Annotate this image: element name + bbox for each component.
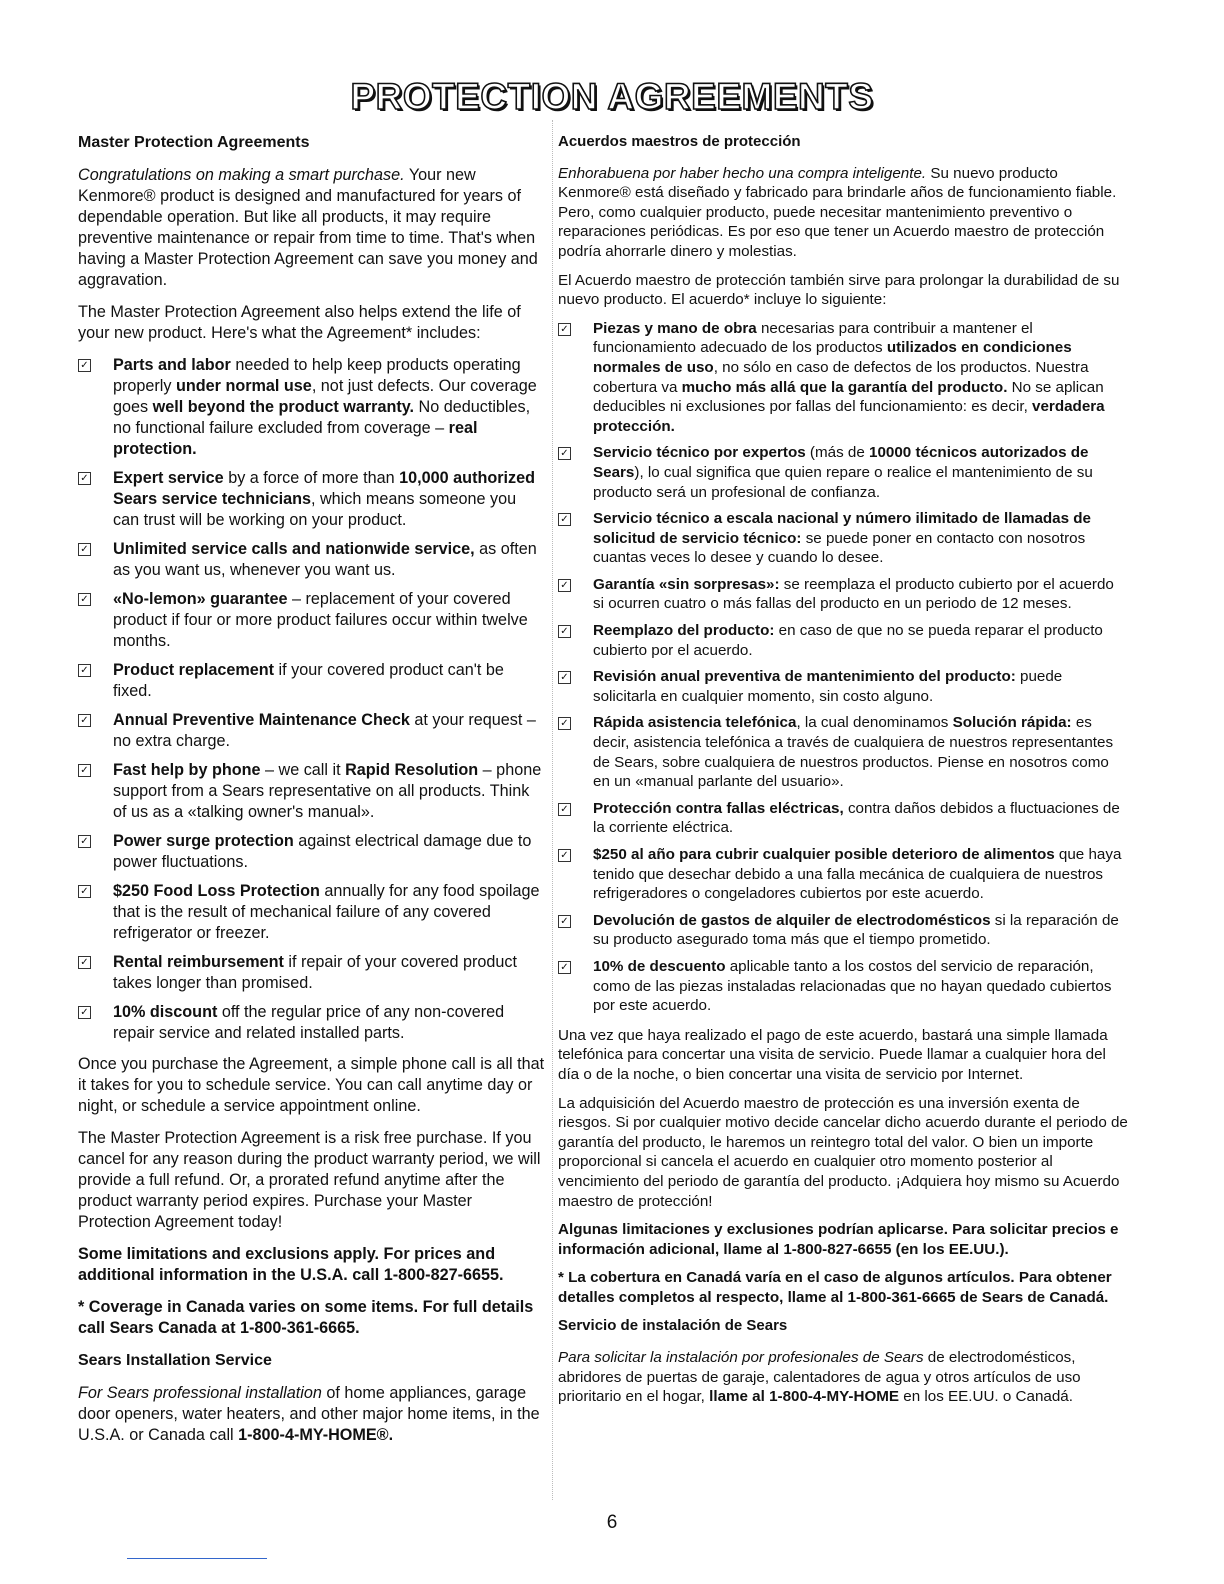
item-bold-text: 10% discount bbox=[113, 1003, 218, 1021]
list-item bbox=[558, 713, 1128, 791]
checkbox-icon: ✓ bbox=[78, 593, 91, 606]
item-bold-text: Reemplazo del producto: bbox=[593, 622, 775, 640]
list-item bbox=[78, 831, 546, 873]
item-text: contra daños debidos a fluctuaciones de la corriente eléctrica. bbox=[593, 799, 1120, 837]
item-text: annually for any food spoilage that is the result of mechanical failure of any covered refrigerator or freezer. bbox=[113, 882, 540, 942]
benefits-list bbox=[78, 355, 546, 1044]
item-bold-text: 10000 técnicos autorizados de Sears bbox=[593, 444, 1089, 481]
checkbox-icon: ✓ bbox=[78, 472, 91, 485]
list-item bbox=[558, 509, 1128, 568]
paragraph: Once you purchase the Agreement, a simple phone call is all that it takes for you to schedule service. You can call anytime day or night, or schedule a service appointment online. bbox=[78, 1055, 545, 1115]
item-text: – phone support from a Sears representative on all products. Think of us as a «talking owner's manual». bbox=[113, 761, 542, 821]
intro-text: Your new Kenmore® product is designed and manufactured for years of dependable operation. But like all products, it may require preventive maintenance or repair from time to time. That's when having a Master Protection Agreement can save you money and aggravation. bbox=[78, 166, 538, 289]
list-item bbox=[558, 799, 1128, 838]
list-item bbox=[78, 881, 546, 944]
item-bold-text: «No-lemon» guarantee bbox=[113, 590, 288, 608]
installation-paragraph bbox=[558, 1348, 1128, 1407]
checkbox-icon: ✓ bbox=[558, 579, 571, 592]
item-bold-text: $250 al año para cubrir cualquier posible deterioro de alimentos bbox=[593, 846, 1055, 863]
installation-text-end: en los EE.UU. o Canadá. bbox=[899, 1388, 1073, 1406]
item-bold-text: Protección contra fallas eléctricas, bbox=[593, 799, 844, 817]
checkbox-icon: ✓ bbox=[558, 849, 571, 862]
installation-heading: Sears Installation Service bbox=[78, 1352, 272, 1369]
list-item bbox=[558, 845, 1128, 904]
list-item bbox=[558, 443, 1128, 502]
list-item bbox=[78, 760, 546, 823]
section-heading: Master Protection Agreements bbox=[78, 134, 310, 151]
item-text: puede solicitarla en cualquier momento, sin costo alguno. bbox=[593, 668, 1063, 705]
checkbox-icon: ✓ bbox=[78, 543, 91, 556]
list-item bbox=[558, 575, 1128, 614]
item-text: – we call it bbox=[260, 761, 346, 779]
item-bold-text: under normal use bbox=[175, 377, 312, 395]
item-bold-text: 10,000 authorized Sears service technicians bbox=[113, 469, 536, 508]
item-text: if repair of your covered product takes longer than promised. bbox=[113, 953, 517, 992]
item-bold-text: Rental reimbursement bbox=[113, 953, 284, 971]
list-item bbox=[78, 355, 546, 460]
installation-paragraph bbox=[78, 1383, 546, 1446]
intro-text: Su nuevo producto Kenmore® está diseñado y fabricado para brindarle años de funcionamiento fiable. Pero, como cualquier producto, puede necesitar mantenimiento preventivo o reparaciones periódicas. Es por eso que tener un Acuerdo maestro de protección podría ahorrarle dinero y molestias. bbox=[558, 164, 1117, 260]
checkbox-icon: ✓ bbox=[78, 885, 91, 898]
installation-italic: For Sears professional installation bbox=[78, 1384, 322, 1402]
list-item bbox=[78, 539, 546, 581]
list-item bbox=[558, 319, 1128, 437]
item-text: necesarias para contribuir a mantener el funcionamiento adecuado de los productos bbox=[593, 319, 1033, 357]
item-text: (más de bbox=[805, 444, 870, 462]
item-text: No deductibles, no functional failure excluded from coverage – bbox=[113, 398, 531, 437]
list-item bbox=[558, 667, 1128, 706]
item-bold-text: Revisión anual preventiva de mantenimiento del producto: bbox=[593, 668, 1016, 686]
paragraph: Una vez que haya realizado el pago de este acuerdo, bastará una simple llamada telefónica para concertar una visita de servicio. Puede llamar a cualquier hora del día o de la noche, o bien concertar una visita de servicio por Internet. bbox=[558, 1026, 1108, 1083]
checkbox-icon: ✓ bbox=[558, 961, 571, 974]
item-bold-text: Power surge protection bbox=[113, 832, 294, 850]
item-bold-text: mucho más allá que la garantía del producto. bbox=[681, 378, 1008, 396]
item-text: off the regular price of any non-covered repair service and related installed parts. bbox=[113, 1003, 505, 1042]
installation-phone: llame al 1-800-4-MY-HOME bbox=[709, 1388, 900, 1406]
page-title: PROTECTION AGREEMENTS bbox=[350, 76, 874, 117]
item-bold-text: Rapid Resolution bbox=[345, 761, 479, 779]
checkbox-icon: ✓ bbox=[558, 323, 571, 336]
footer-rule bbox=[127, 1558, 267, 1559]
list-item bbox=[78, 468, 546, 531]
list-item bbox=[78, 660, 546, 702]
checkbox-icon: ✓ bbox=[78, 764, 91, 777]
intro-paragraph bbox=[78, 165, 546, 291]
canada-note: * Coverage in Canada varies on some items. For full details call Sears Canada at 1-800-361-6665. bbox=[78, 1298, 534, 1337]
checkbox-icon: ✓ bbox=[78, 835, 91, 848]
checkbox-icon: ✓ bbox=[558, 625, 571, 638]
installation-phone: 1-800-4-MY-HOME®. bbox=[238, 1426, 394, 1444]
checkbox-icon: ✓ bbox=[78, 956, 91, 969]
page-number: 6 bbox=[606, 1512, 618, 1533]
paragraph: La adquisición del Acuerdo maestro de protección es una inversión exenta de riesgos. Si por cualquier motivo decide cancelar dicho acuerdo durante el periodo de garantía del producto, le haremos un reintegro total del valor. O bien un importe proporcional si cancela el acuerdo en cualquier otro momento posterior al vencimiento del periodo de garantía del producto. ¡Adquiera hoy mismo su Acuerdo maestro de protección! bbox=[558, 1094, 1128, 1210]
item-bold-text: Annual Preventive Maintenance Check bbox=[113, 711, 410, 729]
item-text: , which means someone you can trust will be working on your product. bbox=[113, 490, 517, 529]
intro-italic: Congratulations on making a smart purchase. bbox=[78, 166, 405, 184]
item-bold-text: Fast help by phone bbox=[113, 761, 261, 779]
checkbox-icon: ✓ bbox=[558, 447, 571, 460]
list-item bbox=[558, 911, 1128, 950]
checkbox-icon: ✓ bbox=[78, 1006, 91, 1019]
item-bold-text: verdadera protección. bbox=[593, 398, 1105, 435]
item-bold-text: Expert service bbox=[113, 469, 224, 487]
item-bold-text: Unlimited service calls and nationwide service, bbox=[113, 540, 475, 558]
item-text: needed to help keep products operating properly bbox=[113, 356, 521, 395]
item-text: en caso de que no se pueda reparar el producto cubierto por el acuerdo. bbox=[593, 622, 1103, 659]
installation-italic: Para solicitar la instalación por profesionales de Sears bbox=[558, 1349, 924, 1367]
section-heading: Acuerdos maestros de protección bbox=[558, 133, 801, 150]
list-item bbox=[78, 1002, 546, 1044]
item-bold-text: utilizados en condiciones normales de uso bbox=[593, 339, 1072, 376]
list-item bbox=[558, 957, 1128, 1016]
list-item bbox=[78, 710, 546, 752]
item-bold-text: Solución rápida: bbox=[952, 714, 1072, 732]
item-text: es decir, asistencia telefónica a través de cualquiera de nuestros representantes de Sears, sobre cualquiera de nuestros productos. Piense en nosotros como en un «manual parlante del usuario». bbox=[593, 714, 1114, 791]
item-text: if your covered product can't be fixed. bbox=[113, 661, 504, 700]
item-text: against electrical damage due to power fluctuations. bbox=[113, 832, 532, 871]
installation-text: of home appliances, garage door openers, water heaters, and other major home items, in the U.S.A. or Canada call bbox=[78, 1384, 540, 1444]
checkbox-icon: ✓ bbox=[558, 513, 571, 526]
checkbox-icon: ✓ bbox=[558, 803, 571, 816]
item-bold-text: 10% de descuento bbox=[593, 957, 726, 975]
item-text: , la cual denominamos bbox=[796, 714, 953, 732]
item-text: si la reparación de su producto asegurado toma más que el tiempo prometido. bbox=[593, 911, 1119, 949]
benefits-list bbox=[558, 319, 1128, 1016]
item-text: , no sólo en caso de defectos de los productos. Nuestra cobertura va bbox=[593, 358, 1089, 396]
item-bold-text: real protection. bbox=[113, 419, 478, 458]
list-item bbox=[558, 621, 1128, 660]
limitations-note: Algunas limitaciones y exclusiones podrían aplicarse. Para solicitar precios e información adicional, llame al 1-800-827-6655 (en los EE.UU.). bbox=[558, 1221, 1119, 1258]
installation-heading: Servicio de instalación de Sears bbox=[558, 1317, 788, 1335]
item-bold-text: Rápida asistencia telefónica bbox=[593, 714, 797, 732]
item-text: se puede poner en contacto con nosotros cuantas veces lo desee y cuando lo desee. bbox=[593, 529, 1086, 567]
item-bold-text: Piezas y mano de obra bbox=[593, 319, 757, 337]
intro-italic: Enhorabuena por haber hecho una compra inteligente. bbox=[558, 164, 927, 182]
checkbox-icon: ✓ bbox=[558, 671, 571, 684]
canada-note: * La cobertura en Canadá varía en el caso de algunos artículos. Para obtener detalles completos al respecto, llame al 1-800-361-6665 de Sears de Canadá. bbox=[558, 1269, 1112, 1306]
item-bold-text: $250 Food Loss Protection bbox=[113, 882, 320, 900]
checkbox-icon: ✓ bbox=[78, 714, 91, 727]
item-text: que haya tenido que desechar debido a una falla mecánica de cualquiera de nuestros refrigeradores o congeladores cubiertos por este acuerdo. bbox=[593, 846, 1122, 903]
installation-text: de electrodomésticos, abridores de puertas de garaje, calentadores de agua y otros artículos de uso prioritario en el hogar, bbox=[558, 1349, 1081, 1406]
item-bold-text: well beyond the product warranty. bbox=[152, 398, 415, 416]
item-text: ), lo cual significa que quien repare o realice el mantenimiento de su producto será un profesional de confianza. bbox=[593, 463, 1093, 501]
paragraph: The Master Protection Agreement also helps extend the life of your new product. Here's what the Agreement* includes: bbox=[78, 303, 521, 342]
column-divider bbox=[552, 120, 553, 1500]
item-text: se reemplaza el producto cubierto por el acuerdo si ocurren cuatro o más fallas del producto en un periodo de 12 meses. bbox=[593, 575, 1114, 613]
item-bold-text: Parts and labor bbox=[113, 356, 231, 374]
checkbox-icon: ✓ bbox=[78, 664, 91, 677]
item-bold-text: Garantía «sin sorpresas»: bbox=[593, 575, 780, 593]
checkbox-icon: ✓ bbox=[78, 359, 91, 372]
item-text: – replacement of your covered product if four or more product failures occur within twelve months. bbox=[113, 590, 528, 650]
checkbox-icon: ✓ bbox=[558, 915, 571, 928]
item-text: , not just defects. Our coverage goes bbox=[113, 377, 537, 416]
english-column bbox=[78, 132, 546, 1457]
item-bold-text: Product replacement bbox=[113, 661, 275, 679]
item-bold-text: Servicio técnico a escala nacional y número ilimitado de llamadas de solicitud de servicio técnico: bbox=[593, 510, 1092, 547]
list-item bbox=[78, 589, 546, 652]
item-text: as often as you want us, whenever you want us. bbox=[113, 540, 537, 579]
item-text: at your request – no extra charge. bbox=[113, 711, 536, 750]
paragraph: El Acuerdo maestro de protección también sirve para prolongar la durabilidad de su nuevo producto. El acuerdo* incluye lo siguiente: bbox=[558, 271, 1120, 309]
list-item bbox=[78, 952, 546, 994]
item-bold-text: Devolución de gastos de alquiler de electrodomésticos bbox=[593, 911, 991, 929]
intro-paragraph bbox=[558, 164, 1128, 262]
item-bold-text: Servicio técnico por expertos bbox=[593, 444, 806, 462]
item-text: aplicable tanto a los costos del servicio de reparación, como de las piezas instaladas relacionadas que no hayan quedado cubiertos por este acuerdo. bbox=[593, 957, 1112, 1015]
paragraph: The Master Protection Agreement is a risk free purchase. If you cancel for any reason during the product warranty period, we will provide a full refund. Or, a prorated refund anytime after the product warranty period expires. Purchase your Master Protection Agreement today! bbox=[78, 1129, 541, 1231]
checkbox-icon: ✓ bbox=[558, 717, 571, 730]
item-text: by a force of more than bbox=[223, 469, 400, 487]
item-text: No se aplican deducibles ni exclusiones por fallas del funcionamiento: es decir, bbox=[593, 378, 1104, 416]
limitations-note: Some limitations and exclusions apply. For prices and additional information in the U.S.A. call 1-800-827-6655. bbox=[78, 1245, 504, 1284]
spanish-column bbox=[558, 132, 1128, 1416]
